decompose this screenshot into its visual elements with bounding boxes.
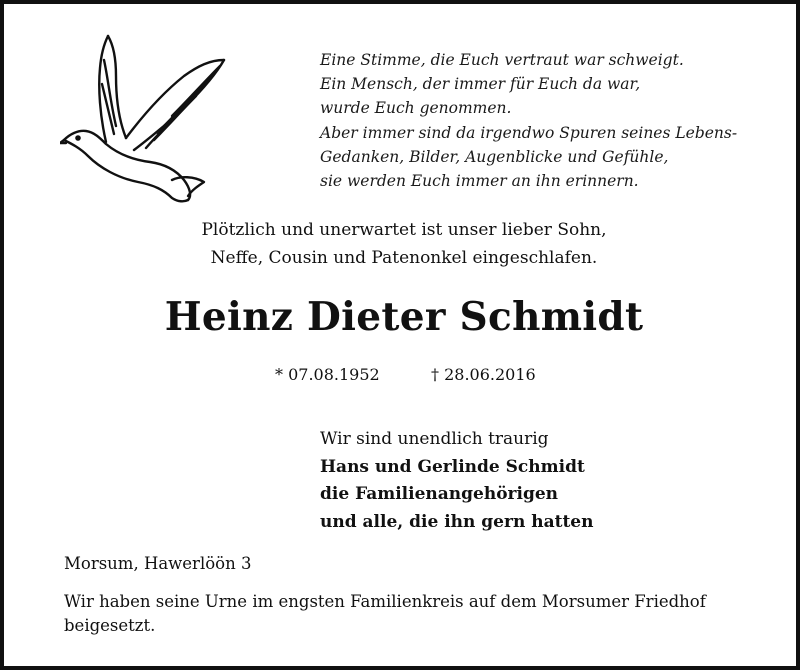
mourners-intro: Wir sind unendlich traurig	[320, 429, 549, 449]
mourners	[320, 426, 593, 536]
poem	[320, 48, 737, 193]
poem-line: Aber immer sind da irgendwo Spuren seines Lebens-	[320, 123, 738, 142]
burial-note-line: Wir haben seine Urne im engsten Familienkreis auf dem Morsumer Friedhof	[64, 592, 706, 611]
deceased-name: Heinz Dieter Schmidt	[164, 294, 644, 340]
announcement	[4, 216, 800, 272]
mourner-line: die Familienangehörigen	[320, 484, 559, 504]
announcement-line: Neffe, Cousin und Patenonkel eingeschlafen.	[210, 248, 598, 268]
announcement-line: Plötzlich und unerwartet ist unser lieber Sohn,	[201, 220, 607, 240]
burial-note-line: beigesetzt.	[64, 616, 156, 635]
burial-note	[64, 590, 706, 638]
poem-line: sie werden Euch immer an ihn erinnern.	[320, 172, 639, 191]
death-date: † 28.06.2016	[431, 365, 536, 384]
dove-icon	[60, 30, 230, 205]
birth-date: * 07.08.1952	[275, 365, 380, 384]
poem-line: Ein Mensch, der immer für Euch da war,	[320, 75, 641, 94]
mourner-line: Hans und Gerlinde Schmidt	[320, 456, 585, 477]
poem-line: Eine Stimme, die Euch vertraut war schweigt.	[320, 51, 684, 69]
poem-line: Gedanken, Bilder, Augenblicke und Gefühle,	[320, 147, 669, 166]
poem-line: wurde Euch genommen.	[320, 99, 512, 118]
mourner-line: und alle, die ihn gern hatten	[320, 511, 594, 532]
address: Morsum, Hawerlöön 3	[64, 554, 252, 573]
